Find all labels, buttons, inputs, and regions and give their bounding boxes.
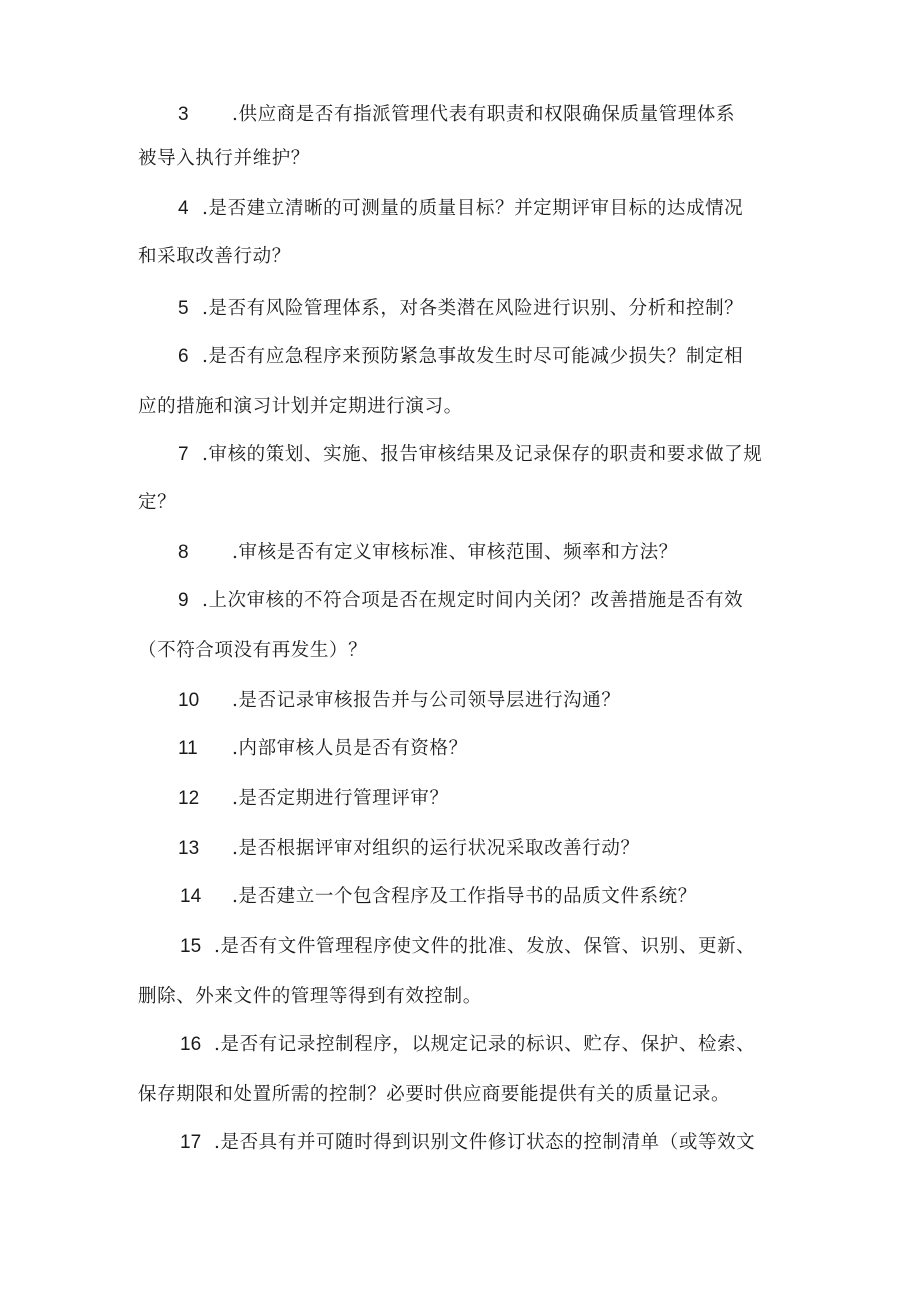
item-text-continuation: 保存期限和处置所需的控制？必要时供应商要能提供有关的质量记录。: [138, 1084, 731, 1105]
item-text: .是否有文件管理程序使文件的批准、发放、保管、识别、更新、: [214, 936, 756, 957]
item-number: 16: [180, 1034, 202, 1055]
item-text: .供应商是否有指派管理代表有职责和权限确保质量管理体系: [232, 104, 736, 125]
item-text-continuation: （不符合项没有再发生）？: [138, 640, 368, 661]
item-text: .上次审核的不符合项是否在规定时间内关闭？改善措施是否有效: [202, 590, 744, 611]
item-text: .是否根据评审对组织的运行状况采取改善行动？: [232, 838, 640, 859]
item-text-continuation: 定？: [138, 492, 177, 513]
item-text: .内部审核人员是否有资格？: [232, 738, 468, 759]
item-number: 11: [178, 738, 198, 759]
item-text: .是否定期进行管理评审？: [232, 788, 449, 809]
item-text: .审核是否有定义审核标准、审核范围、频率和方法？: [232, 542, 678, 563]
item-text: .是否建立清晰的可测量的质量目标？并定期评审目标的达成情况: [202, 198, 744, 219]
item-text: .是否记录审核报告并与公司领导层进行沟通？: [232, 690, 621, 711]
item-number: 9: [178, 590, 189, 611]
item-number: 4: [178, 198, 189, 219]
item-number: 13: [178, 838, 200, 859]
item-text: .是否有记录控制程序，以规定记录的标识、贮存、保护、检索、: [214, 1034, 756, 1055]
item-text: .是否具有并可随时得到识别文件修订状态的控制清单（或等效文: [214, 1132, 756, 1153]
item-text: .是否有应急程序来预防紧急事故发生时尽可能减少损失？制定相: [202, 346, 744, 367]
item-number: 6: [178, 346, 189, 367]
item-text: .是否建立一个包含程序及工作指导书的品质文件系统？: [232, 886, 697, 907]
item-number: 3: [178, 104, 189, 125]
item-text: .审核的策划、实施、报告审核结果及记录保存的职责和要求做了规: [202, 444, 763, 465]
item-number: 8: [178, 542, 189, 563]
item-number: 10: [178, 690, 200, 711]
item-number: 17: [180, 1132, 202, 1153]
item-number: 15: [180, 936, 202, 957]
item-number: 12: [178, 788, 200, 809]
item-text-continuation: 被导入执行并维护？: [138, 148, 310, 169]
item-text-continuation: 和采取改善行动？: [138, 246, 291, 267]
item-text-continuation: 应的措施和演习计划并定期进行演习。: [138, 396, 463, 417]
item-text: .是否有风险管理体系，对各类潜在风险进行识别、分析和控制？: [202, 298, 744, 319]
item-number: 7: [178, 444, 189, 465]
item-number: 14: [180, 886, 202, 907]
item-number: 5: [178, 298, 189, 319]
item-text-continuation: 删除、外来文件的管理等得到有效控制。: [138, 986, 482, 1007]
